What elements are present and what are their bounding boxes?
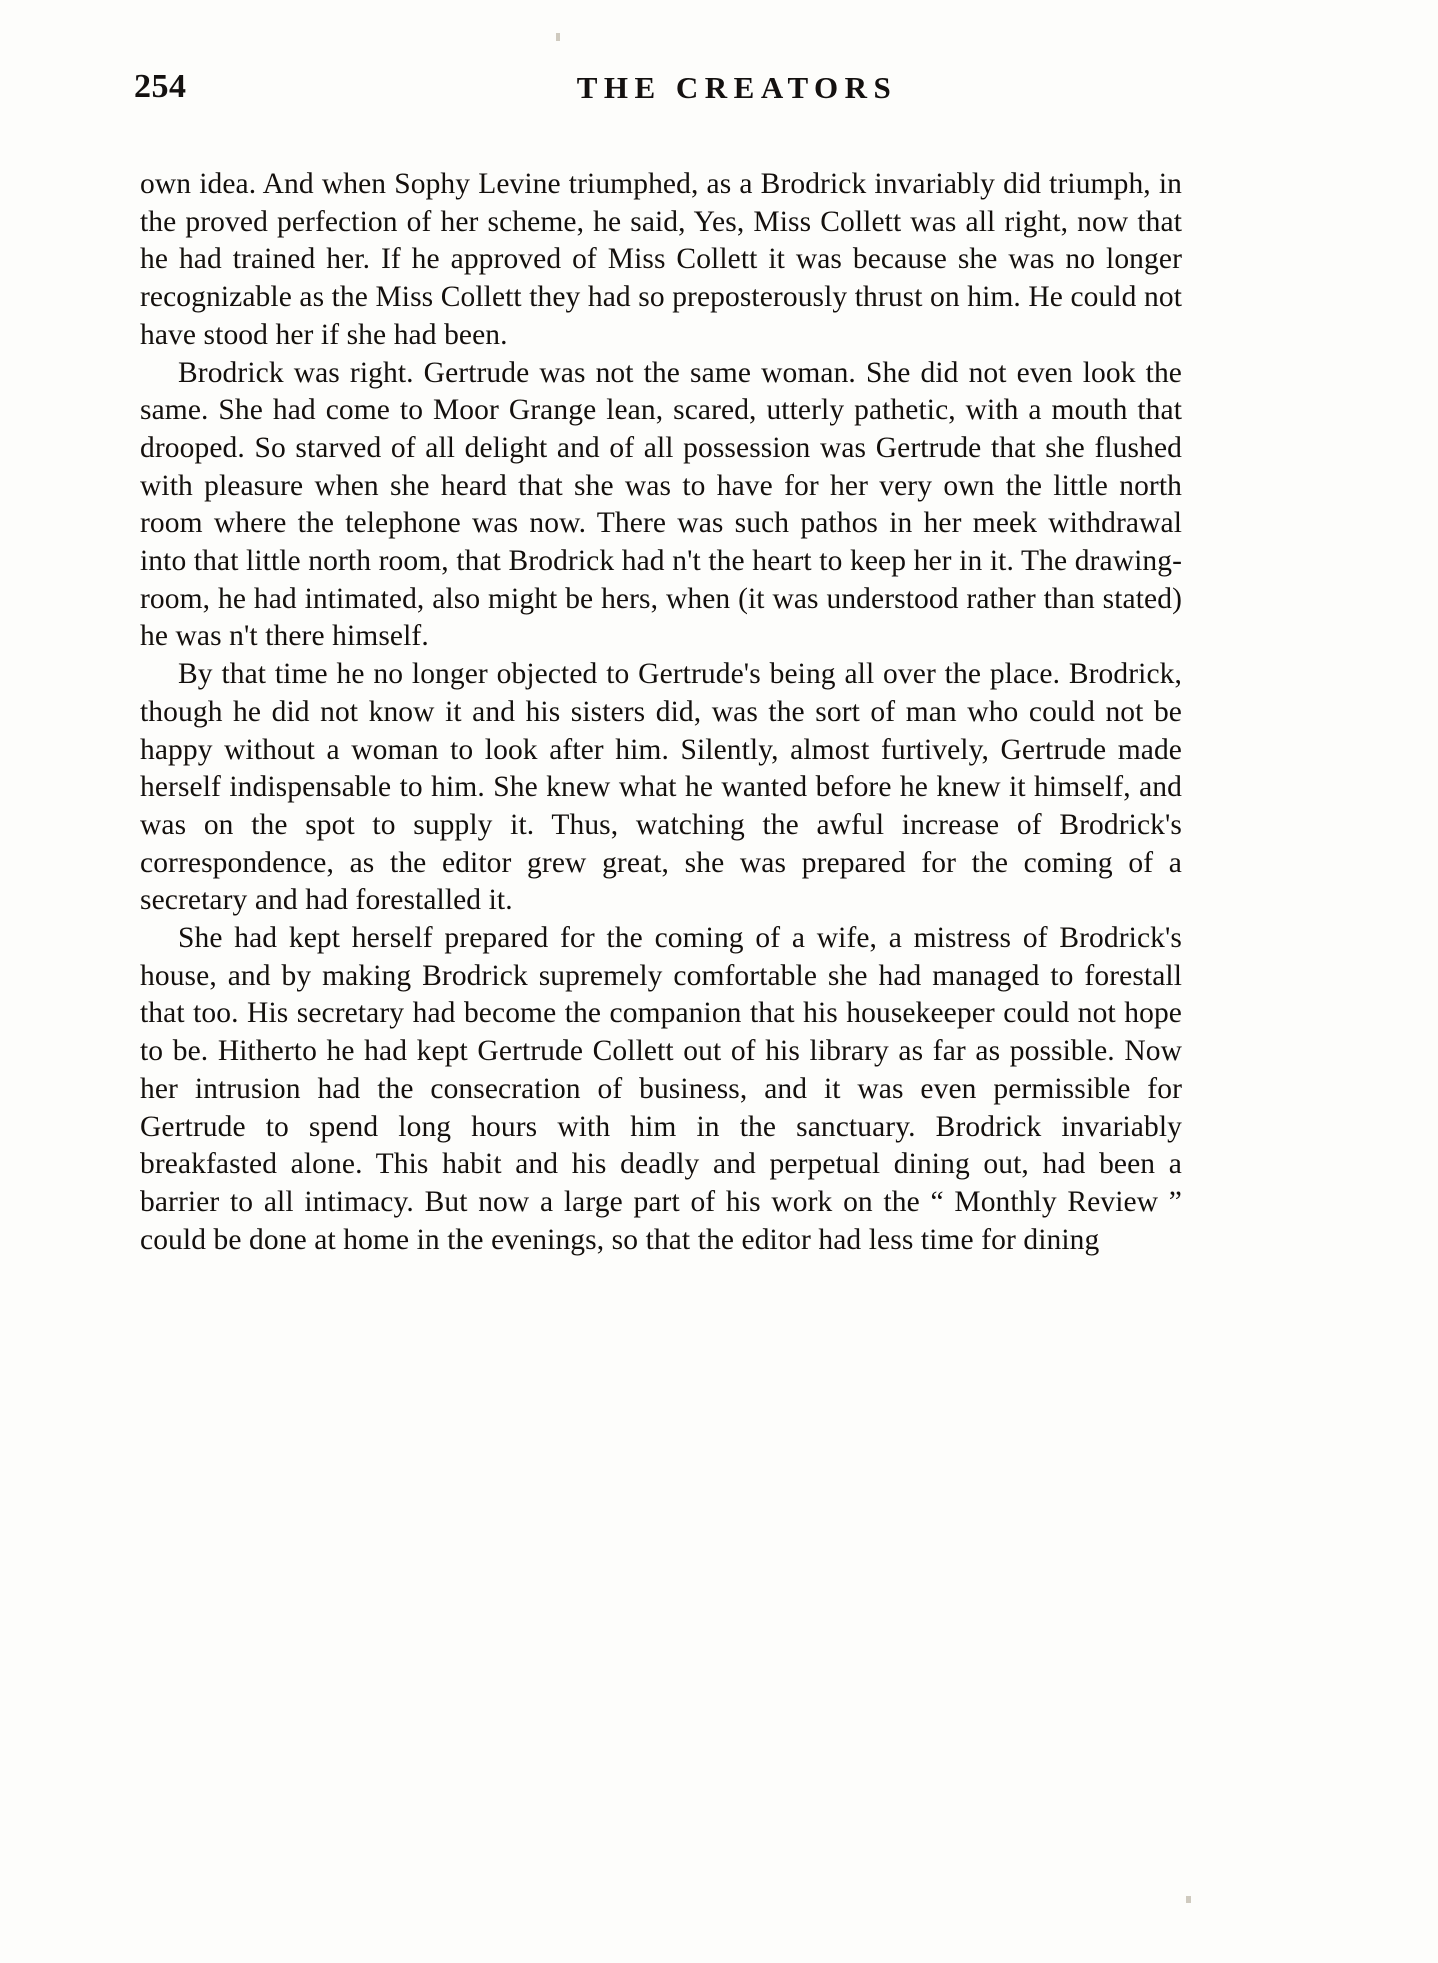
paragraph: By that time he no longer objected to Gertrude's being all over the place. Brodrick, though he did not know it and his sisters did, was the sort of man who could not be happy without a woman to look after him. Silently, almost furtively, Gertrude made herself indispensable to him. She knew what he wanted before he knew it himself, and was on the spot to supply it. Thus, watching the awful increase of Brodrick's correspondence, as the editor grew great, she was prepared for the coming of a secretary and had forestalled it. [140, 658, 1182, 917]
page-edge-mark-bottom [1186, 1896, 1191, 1903]
running-head-title: THE CREATORS [576, 70, 898, 105]
page-edge-mark-top [556, 33, 560, 41]
page-content [134, 60, 1304, 1259]
paragraph: own idea. And when Sophy Levine triumphed, as a Brodrick invariably did triumph, in the proved perfection of her scheme, he said, Yes, Miss Collett was all right, now that he had trained her. If he approved of Miss Collett it was because she was no longer recognizable as the Miss Collett they had so preposterously thrust on him. He could not have stood her if she had been. [140, 168, 1182, 351]
paragraph: Brodrick was right. Gertrude was not the same woman. She did not even look the same. She had come to Moor Grange lean, scared, utterly pathetic, with a mouth that drooped. So starved of all delight and of all possession was Gertrude that she flushed with pleasure when she heard that she was to have for her very own the little north room where the telephone was now. There was such pathos in her meek withdrawal into that little north room, that Brodrick had n't the heart to keep her in it. The drawing-room, he had intimated, also might be hers, when (it was understood rather than stated) he was n't there himself. [140, 356, 1182, 653]
page-header [134, 60, 1304, 138]
paragraph: She had kept herself prepared for the coming of a wife, a mistress of Brodrick's house, and by making Brodrick supremely comfortable she had managed to forestall that too. His secretary had become the companion that his housekeeper could not hope to be. Hitherto he had kept Gertrude Collett out of his library as far as possible. Now her intrusion had the consecration of business, and it was even permissible for Gertrude to spend long hours with him in the sanctuary. Brodrick invariably breakfasted alone. This habit and his deadly and perpetual dining out, had been a barrier to all intimacy. But now a large part of his work on the “ Monthly Review ” could be done at home in the evenings, so that the editor had less time for dining [140, 922, 1182, 1256]
body-text [140, 166, 1182, 1259]
page-number: 254 [134, 68, 187, 105]
